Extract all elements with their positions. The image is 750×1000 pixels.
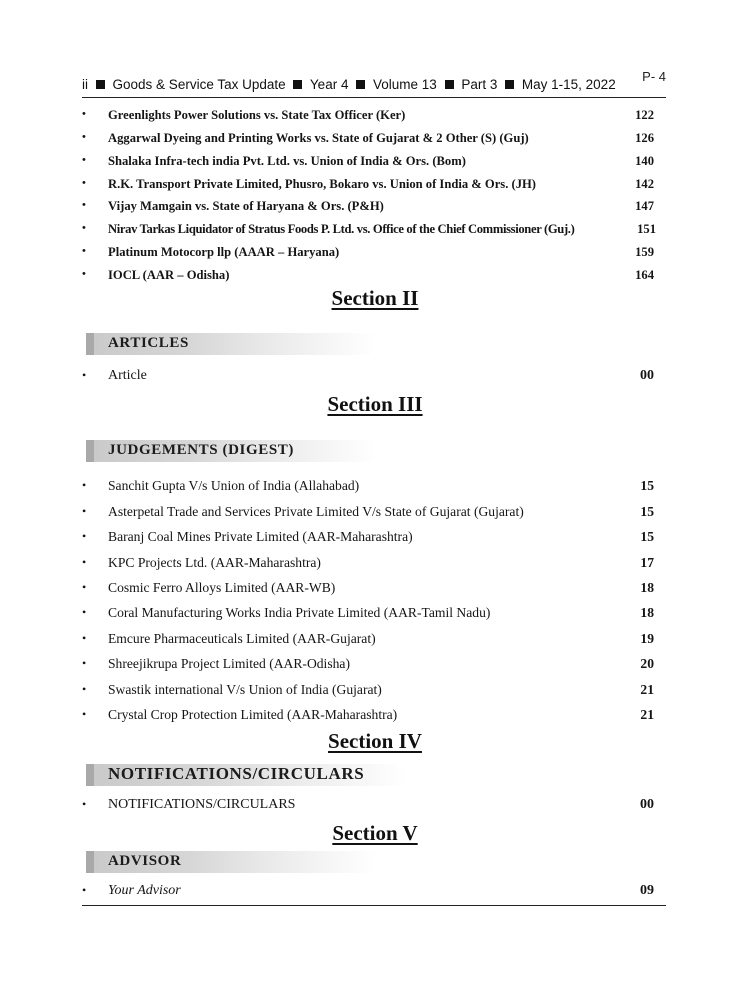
entry-title: Shalaka Infra-tech india Pvt. Ltd. vs. Union of India & Ors. (Bom) — [108, 154, 466, 168]
entry-title: Swastik international V/s Union of India (Gujarat) — [108, 682, 382, 697]
bullet-icon: • — [82, 883, 87, 897]
section-v-title: Section V — [332, 821, 418, 845]
bullet-icon: • — [82, 504, 87, 518]
entry-page: 00 — [640, 797, 654, 812]
entry-title: Aggarwal Dyeing and Printing Works vs. State of Gujarat & 2 Other (S) (Guj) — [108, 131, 529, 145]
entry-title: R.K. Transport Private Limited, Phusro, Bokaro vs. Union of India & Ors. (JH) — [108, 177, 536, 191]
entry-page: 09 — [640, 883, 654, 898]
entry-title: KPC Projects Ltd. (AAR-Maharashtra) — [108, 555, 321, 570]
footer-rule — [82, 905, 666, 906]
entry-title: Vijay Mamgain vs. State of Haryana & Ors. (P&H) — [108, 199, 384, 213]
bullet-icon: • — [82, 268, 86, 280]
judgements-band — [86, 440, 376, 462]
header-folio: ii — [82, 77, 88, 92]
bullet-icon: • — [82, 108, 86, 120]
bullet-icon: • — [82, 154, 86, 166]
entry-title: Your Advisor — [108, 883, 181, 898]
band-title: ARTICLES — [108, 335, 189, 351]
articles-band — [86, 333, 376, 355]
running-header — [82, 77, 666, 92]
bullet-icon: • — [82, 245, 86, 257]
section-iii-title: Section III — [327, 392, 423, 416]
entry-page: 142 — [635, 177, 654, 191]
bullet-icon: • — [82, 797, 87, 811]
entry-title: Sanchit Gupta V/s Union of India (Allahabad) — [108, 478, 360, 493]
entry-page: 17 — [640, 555, 654, 570]
square-separator-icon — [96, 80, 105, 89]
band-tab — [86, 440, 94, 462]
square-separator-icon — [505, 80, 514, 89]
entry-page: 126 — [635, 131, 654, 145]
bullet-icon: • — [82, 478, 87, 492]
entry-page: 151 — [637, 222, 656, 236]
entry-page: 147 — [635, 199, 654, 213]
entry-page: 159 — [635, 245, 654, 259]
entry-page: 15 — [640, 529, 654, 544]
band-tab — [86, 851, 94, 873]
bullet-icon: • — [82, 222, 86, 234]
entry-page: 18 — [640, 580, 654, 595]
entry-title: Platinum Motocorp llp (AAAR – Haryana) — [108, 245, 340, 259]
entry-page: 00 — [640, 368, 654, 383]
section-iv-title: Section IV — [328, 729, 422, 753]
square-separator-icon — [445, 80, 454, 89]
notifications-band — [86, 764, 406, 786]
header-part: Part 3 — [461, 77, 498, 92]
band-tab — [86, 764, 94, 786]
header-volume: Volume 13 — [373, 77, 437, 92]
band-title: NOTIFICATIONS/CIRCULARS — [108, 764, 365, 783]
entry-title: Article — [108, 368, 147, 383]
bullet-icon: • — [82, 656, 87, 670]
entry-page: 19 — [640, 631, 654, 646]
band-title: JUDGEMENTS (DIGEST) — [108, 442, 295, 458]
band-title: ADVISOR — [108, 853, 182, 869]
bullet-icon: • — [82, 555, 87, 569]
entry-title: Cosmic Ferro Alloys Limited (AAR-WB) — [108, 580, 336, 595]
entry-title: Shreejikrupa Project Limited (AAR-Odisha) — [108, 656, 350, 671]
bullet-icon: • — [82, 682, 87, 696]
square-separator-icon — [356, 80, 365, 89]
square-separator-icon — [293, 80, 302, 89]
bullet-icon: • — [82, 177, 86, 189]
bullet-icon: • — [82, 631, 87, 645]
entry-title: Coral Manufacturing Works India Private Limited (AAR-Tamil Nadu) — [108, 605, 491, 620]
entry-page: 21 — [640, 707, 654, 722]
entry-title: NOTIFICATIONS/CIRCULARS — [108, 797, 296, 812]
header-rule — [82, 97, 666, 98]
entry-page: 18 — [640, 605, 654, 620]
band-tab — [86, 333, 94, 355]
entry-title: Baranj Coal Mines Private Limited (AAR-Maharashtra) — [108, 529, 413, 544]
entry-page: 15 — [640, 478, 654, 493]
bullet-icon: • — [82, 529, 87, 543]
header-date: May 1-15, 2022 — [521, 77, 616, 92]
entry-title: Greenlights Power Solutions vs. State Tax Officer (Ker) — [108, 108, 406, 122]
entry-page: 15 — [640, 504, 654, 519]
entry-page: 21 — [640, 682, 654, 697]
entry-title: Nirav Tarkas Liquidator of Stratus Foods P. Ltd. vs. Office of the Chief Commissioner (Guj.) — [108, 222, 575, 236]
entry-page: 164 — [635, 268, 654, 282]
header-publication: Goods & Service Tax Update — [112, 77, 286, 92]
entry-page: 140 — [635, 154, 654, 168]
header-year: Year 4 — [309, 77, 349, 92]
entry-title: IOCL (AAR – Odisha) — [108, 268, 230, 282]
bullet-icon: • — [82, 580, 87, 594]
entry-title: Asterpetal Trade and Services Private Limited V/s State of Gujarat (Gujarat) — [108, 504, 524, 519]
entry-page: 122 — [635, 108, 654, 122]
page-number-label: P- 4 — [642, 69, 666, 84]
bullet-icon: • — [82, 707, 87, 721]
entry-title: Emcure Pharmaceuticals Limited (AAR-Gujarat) — [108, 631, 376, 646]
bullet-icon: • — [82, 368, 87, 382]
bullet-icon: • — [82, 199, 86, 211]
entry-title: Crystal Crop Protection Limited (AAR-Maharashtra) — [108, 707, 398, 722]
entry-page: 20 — [640, 656, 654, 671]
bullet-icon: • — [82, 605, 87, 619]
bullet-icon: • — [82, 131, 86, 143]
section-ii-title: Section II — [331, 286, 419, 310]
advisor-band — [86, 851, 376, 873]
